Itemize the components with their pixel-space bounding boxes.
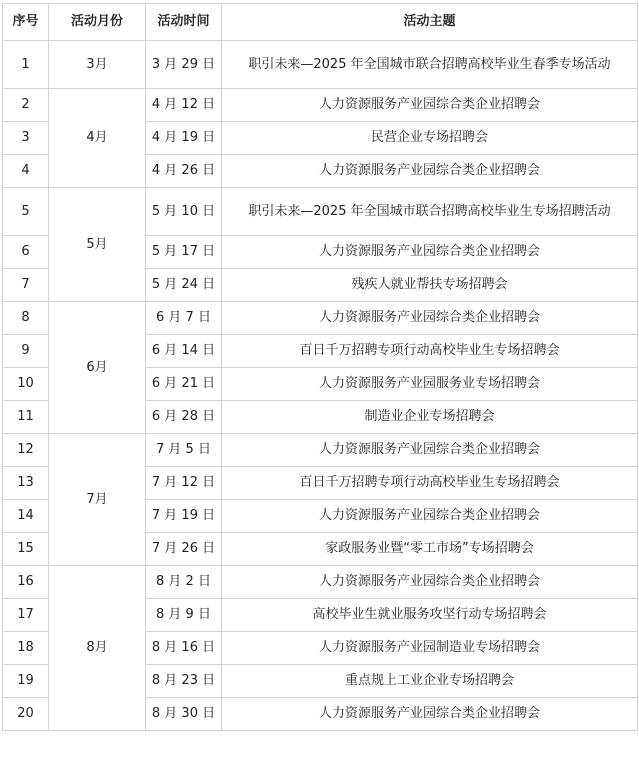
row-seq: 10: [3, 368, 49, 401]
row-month: 7月: [49, 434, 146, 566]
row-seq: 6: [3, 236, 49, 269]
row-topic: 人力资源服务产业园综合类企业招聘会: [222, 302, 638, 335]
row-month: 5月: [49, 188, 146, 302]
row-seq: 17: [3, 599, 49, 632]
table-body: [3, 41, 638, 731]
row-topic: 人力资源服务产业园综合类企业招聘会: [222, 155, 638, 188]
row-date: 6 月 14 日: [146, 335, 222, 368]
header-month: 活动月份: [49, 4, 146, 41]
row-seq: 2: [3, 89, 49, 122]
row-date: 4 月 19 日: [146, 122, 222, 155]
row-date: 8 月 2 日: [146, 566, 222, 599]
row-seq: 18: [3, 632, 49, 665]
header-topic: 活动主题: [222, 4, 638, 41]
row-topic: 重点规上工业企业专场招聘会: [222, 665, 638, 698]
row-month: 3月: [49, 41, 146, 89]
row-date: 7 月 26 日: [146, 533, 222, 566]
row-date: 5 月 10 日: [146, 188, 222, 236]
row-seq: 7: [3, 269, 49, 302]
row-date: 4 月 12 日: [146, 89, 222, 122]
row-date: 6 月 28 日: [146, 401, 222, 434]
row-seq: 13: [3, 467, 49, 500]
row-date: 5 月 24 日: [146, 269, 222, 302]
row-seq: 4: [3, 155, 49, 188]
row-topic: 职引未来—2025 年全国城市联合招聘高校毕业生春季专场活动: [222, 41, 638, 89]
row-month: 6月: [49, 302, 146, 434]
table-row: [3, 41, 638, 89]
table-row: [3, 89, 638, 122]
row-seq: 14: [3, 500, 49, 533]
row-topic: 职引未来—2025 年全国城市联合招聘高校毕业生专场招聘活动: [222, 188, 638, 236]
row-topic: 人力资源服务产业园综合类企业招聘会: [222, 434, 638, 467]
row-date: 7 月 19 日: [146, 500, 222, 533]
row-seq: 3: [3, 122, 49, 155]
row-seq: 20: [3, 698, 49, 731]
row-topic: 百日千万招聘专项行动高校毕业生专场招聘会: [222, 467, 638, 500]
row-topic: 家政服务业暨“零工市场”专场招聘会: [222, 533, 638, 566]
row-date: 3 月 29 日: [146, 41, 222, 89]
row-topic: 民营企业专场招聘会: [222, 122, 638, 155]
row-seq: 5: [3, 188, 49, 236]
row-date: 6 月 21 日: [146, 368, 222, 401]
row-date: 7 月 12 日: [146, 467, 222, 500]
row-date: 8 月 9 日: [146, 599, 222, 632]
row-seq: 12: [3, 434, 49, 467]
row-month: 4月: [49, 89, 146, 188]
row-topic: 人力资源服务产业园综合类企业招聘会: [222, 566, 638, 599]
row-seq: 9: [3, 335, 49, 368]
events-table: [2, 3, 638, 731]
row-topic: 制造业企业专场招聘会: [222, 401, 638, 434]
row-seq: 8: [3, 302, 49, 335]
row-date: 5 月 17 日: [146, 236, 222, 269]
row-topic: 人力资源服务产业园综合类企业招聘会: [222, 500, 638, 533]
header-seq: 序号: [3, 4, 49, 41]
row-seq: 16: [3, 566, 49, 599]
row-seq: 1: [3, 41, 49, 89]
header-date: 活动时间: [146, 4, 222, 41]
table-row: [3, 302, 638, 335]
row-date: 6 月 7 日: [146, 302, 222, 335]
row-topic: 高校毕业生就业服务攻坚行动专场招聘会: [222, 599, 638, 632]
row-topic: 百日千万招聘专项行动高校毕业生专场招聘会: [222, 335, 638, 368]
row-seq: 15: [3, 533, 49, 566]
row-seq: 19: [3, 665, 49, 698]
row-date: 8 月 23 日: [146, 665, 222, 698]
row-month: 8月: [49, 566, 146, 731]
row-topic: 人力资源服务产业园综合类企业招聘会: [222, 89, 638, 122]
row-seq: 11: [3, 401, 49, 434]
table-row: [3, 188, 638, 236]
row-date: 8 月 16 日: [146, 632, 222, 665]
row-topic: 残疾人就业帮扶专场招聘会: [222, 269, 638, 302]
header-row: [3, 4, 638, 41]
table-row: [3, 566, 638, 599]
row-topic: 人力资源服务产业园综合类企业招聘会: [222, 698, 638, 731]
row-topic: 人力资源服务产业园服务业专场招聘会: [222, 368, 638, 401]
table-row: [3, 434, 638, 467]
row-date: 8 月 30 日: [146, 698, 222, 731]
row-date: 4 月 26 日: [146, 155, 222, 188]
row-date: 7 月 5 日: [146, 434, 222, 467]
row-topic: 人力资源服务产业园综合类企业招聘会: [222, 236, 638, 269]
row-topic: 人力资源服务产业园制造业专场招聘会: [222, 632, 638, 665]
